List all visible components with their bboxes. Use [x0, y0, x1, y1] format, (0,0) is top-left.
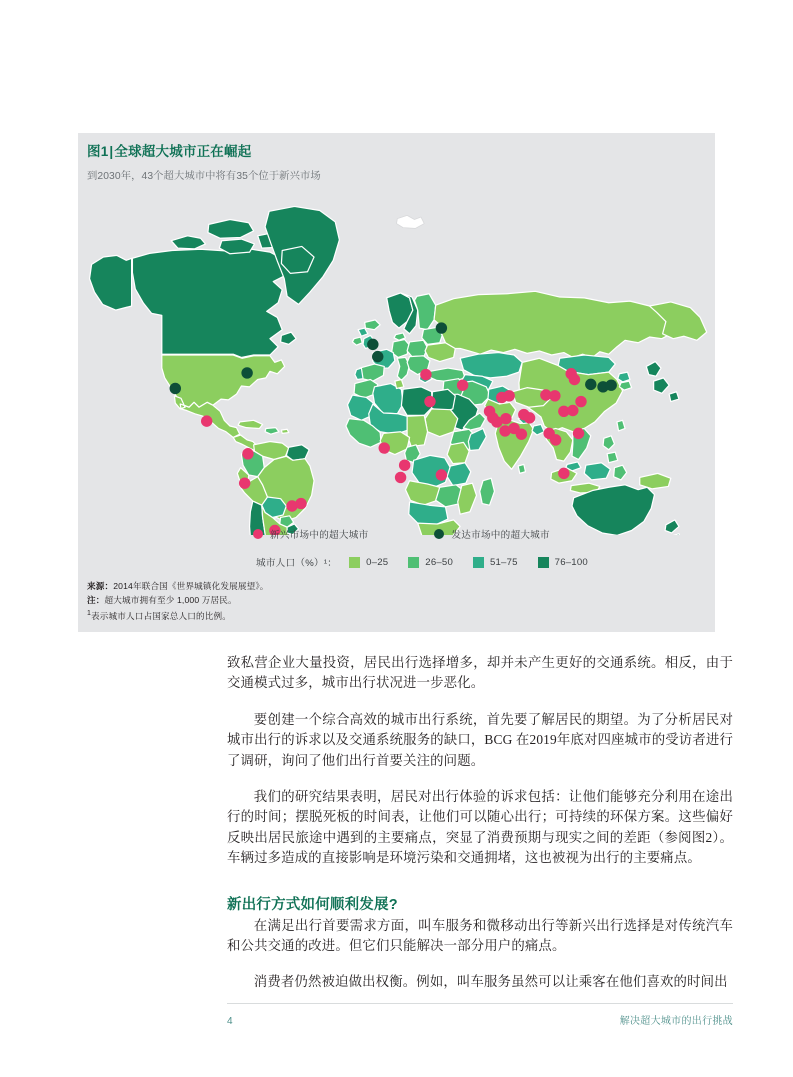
- footnote-line: [87, 607, 269, 623]
- paragraph-2: 要创建一个综合高效的城市出行系统，首先要了解居民的期望。为了分析居民对城市出行的诉求以及交通系统服务的缺口，BCG 在2019年底对四座城市的受访者进行了调研，询问了他们出行首要关注的问题。: [227, 711, 733, 768]
- megacity-dot-developed: [170, 383, 181, 394]
- source-line: [87, 580, 269, 594]
- megacity-dot-emerging: [575, 396, 586, 407]
- footer-doc-title: 解决超大城市的出行挑战: [619, 1016, 733, 1027]
- circle-marker-icon: [253, 529, 263, 539]
- megacity-dot-emerging: [436, 469, 447, 480]
- exhibit-title: [87, 140, 251, 160]
- megacity-dot-emerging: [379, 442, 390, 453]
- footer-page-number: 4: [227, 1016, 233, 1027]
- legend-scale-label: 51–75: [489, 556, 518, 568]
- megacity-dot-emerging: [457, 379, 468, 390]
- legend-scale-label: 0–25: [366, 556, 389, 568]
- megacity-dot-emerging: [500, 413, 511, 424]
- exhibit-title-text: 全球超大城市正在崛起: [114, 144, 252, 159]
- megacity-dot-emerging: [516, 428, 527, 439]
- color-swatch-icon: [408, 557, 419, 568]
- color-swatch-icon: [349, 557, 360, 568]
- megacity-dot-developed: [367, 339, 378, 350]
- legend-scale-label: 26–50: [425, 556, 453, 568]
- note-line: [87, 594, 269, 608]
- megacity-dot-developed: [605, 379, 616, 390]
- legend-label-emerging: 新兴市场中的超大城市: [270, 530, 369, 541]
- source-text: 2014年联合国《世界城镇化发展展望》。: [113, 581, 269, 591]
- color-swatch-icon: [473, 557, 484, 568]
- paragraph-3: 我们的研究结果表明，居民对出行体验的诉求包括：让他们能够充分利用在途出行的时间；摆脱死板的时间表，让他们可以随心出行；可持续的环保方案。这些偏好反映出居民旅途中遇到的主要痛点，突显了消费预期与现实之间的差距（参阅图2）。车辆过多造成的直接影响是环境污染和交通拥堵，这也被视为出行的主要痛点。: [227, 789, 733, 866]
- megacity-dot-emerging: [558, 468, 569, 479]
- country-chad: [407, 415, 427, 446]
- exhibit-subtitle: 到2030年，43个超大城市中将有35个位于新兴市场: [87, 171, 321, 182]
- megacity-dot-emerging: [239, 477, 250, 488]
- country-kenya: [447, 442, 469, 463]
- body-text: [227, 653, 733, 1009]
- megacity-dot-emerging: [295, 498, 306, 509]
- footnote-marker: 1: [87, 610, 92, 617]
- note-text: 超大城市拥有至少 1,000 万居民。: [104, 594, 237, 605]
- legend-scale-item-76-100: [538, 557, 588, 568]
- megacity-dot-emerging: [503, 390, 514, 401]
- megacity-dot-emerging: [573, 428, 584, 439]
- world-map-svg: [78, 195, 715, 535]
- megacity-dot-emerging: [399, 459, 410, 470]
- legend-scale-title: 城市人口（%）¹：: [256, 558, 338, 569]
- legend-marker-group: [253, 527, 550, 541]
- legend-scale-item-26-50: [408, 557, 453, 568]
- section-paragraph-1: 在满足出行首要需求方面，叫车服务和微移动出行等新兴出行选择是对传统汽车和公共交通的改进。但它们只能解决一部分用户的痛点。: [227, 917, 733, 954]
- country-sri-lanka: [518, 464, 525, 473]
- megacity-dot-developed: [241, 367, 252, 378]
- megacity-dot-emerging: [424, 396, 435, 407]
- megacity-dot-developed: [436, 322, 447, 333]
- megacity-dot-emerging: [201, 415, 212, 426]
- legend-item-developed: [434, 527, 549, 541]
- section-paragraph-2: 消费者仍然被迫做出权衡。例如，叫车服务虽然可以让乘客在他们喜欢的时间出: [253, 974, 728, 990]
- world-map: [78, 195, 715, 535]
- note-label: 注：: [87, 594, 105, 605]
- page-footer: [227, 1003, 733, 1027]
- source-label: 来源：: [87, 581, 114, 591]
- paragraph-1: 致私营企业大量投资，居民出行选择增多，却并未产生更好的交通系统。相反，由于交通模式过多，城市出行状况进一步恶化。: [227, 655, 733, 691]
- exhibit-panel: [78, 133, 715, 632]
- megacity-dot-emerging: [395, 472, 406, 483]
- megacity-dot-emerging: [487, 412, 498, 423]
- country-south-korea: [619, 381, 631, 390]
- country-poland: [407, 340, 427, 356]
- exhibit-title-separator: |: [109, 144, 114, 159]
- footnote-text: 表示城市人口占国家总人口的比例。: [91, 610, 231, 621]
- legend-label-developed: 发达市场中的超大城市: [451, 530, 550, 541]
- exhibit-label: 图1: [87, 144, 109, 159]
- megacity-dot-emerging: [569, 374, 580, 385]
- country-puerto-rico: [281, 429, 288, 433]
- legend-item-emerging: [253, 527, 368, 541]
- section-heading: 新出行方式如何顺利发展?: [227, 896, 398, 913]
- megacity-dot-emerging: [550, 434, 561, 445]
- megacity-dot-emerging: [549, 390, 560, 401]
- legend-scale-item-51-75: [473, 557, 518, 568]
- megacity-dot-emerging: [567, 405, 578, 416]
- megacity-dot-emerging: [242, 448, 253, 459]
- legend-scale-group: [256, 555, 608, 569]
- country-portugal: [355, 368, 363, 379]
- megacity-dot-emerging: [420, 369, 431, 380]
- color-swatch-icon: [538, 557, 549, 568]
- circle-marker-icon: [434, 529, 444, 539]
- megacity-dot-developed: [585, 379, 596, 390]
- country-north-korea: [618, 372, 630, 382]
- source-notes: [87, 580, 269, 623]
- megacity-dot-developed: [372, 351, 383, 362]
- legend-scale-label: 76–100: [554, 556, 588, 568]
- legend-scale-item-0-25: [349, 557, 388, 568]
- megacity-dot-emerging: [524, 412, 535, 423]
